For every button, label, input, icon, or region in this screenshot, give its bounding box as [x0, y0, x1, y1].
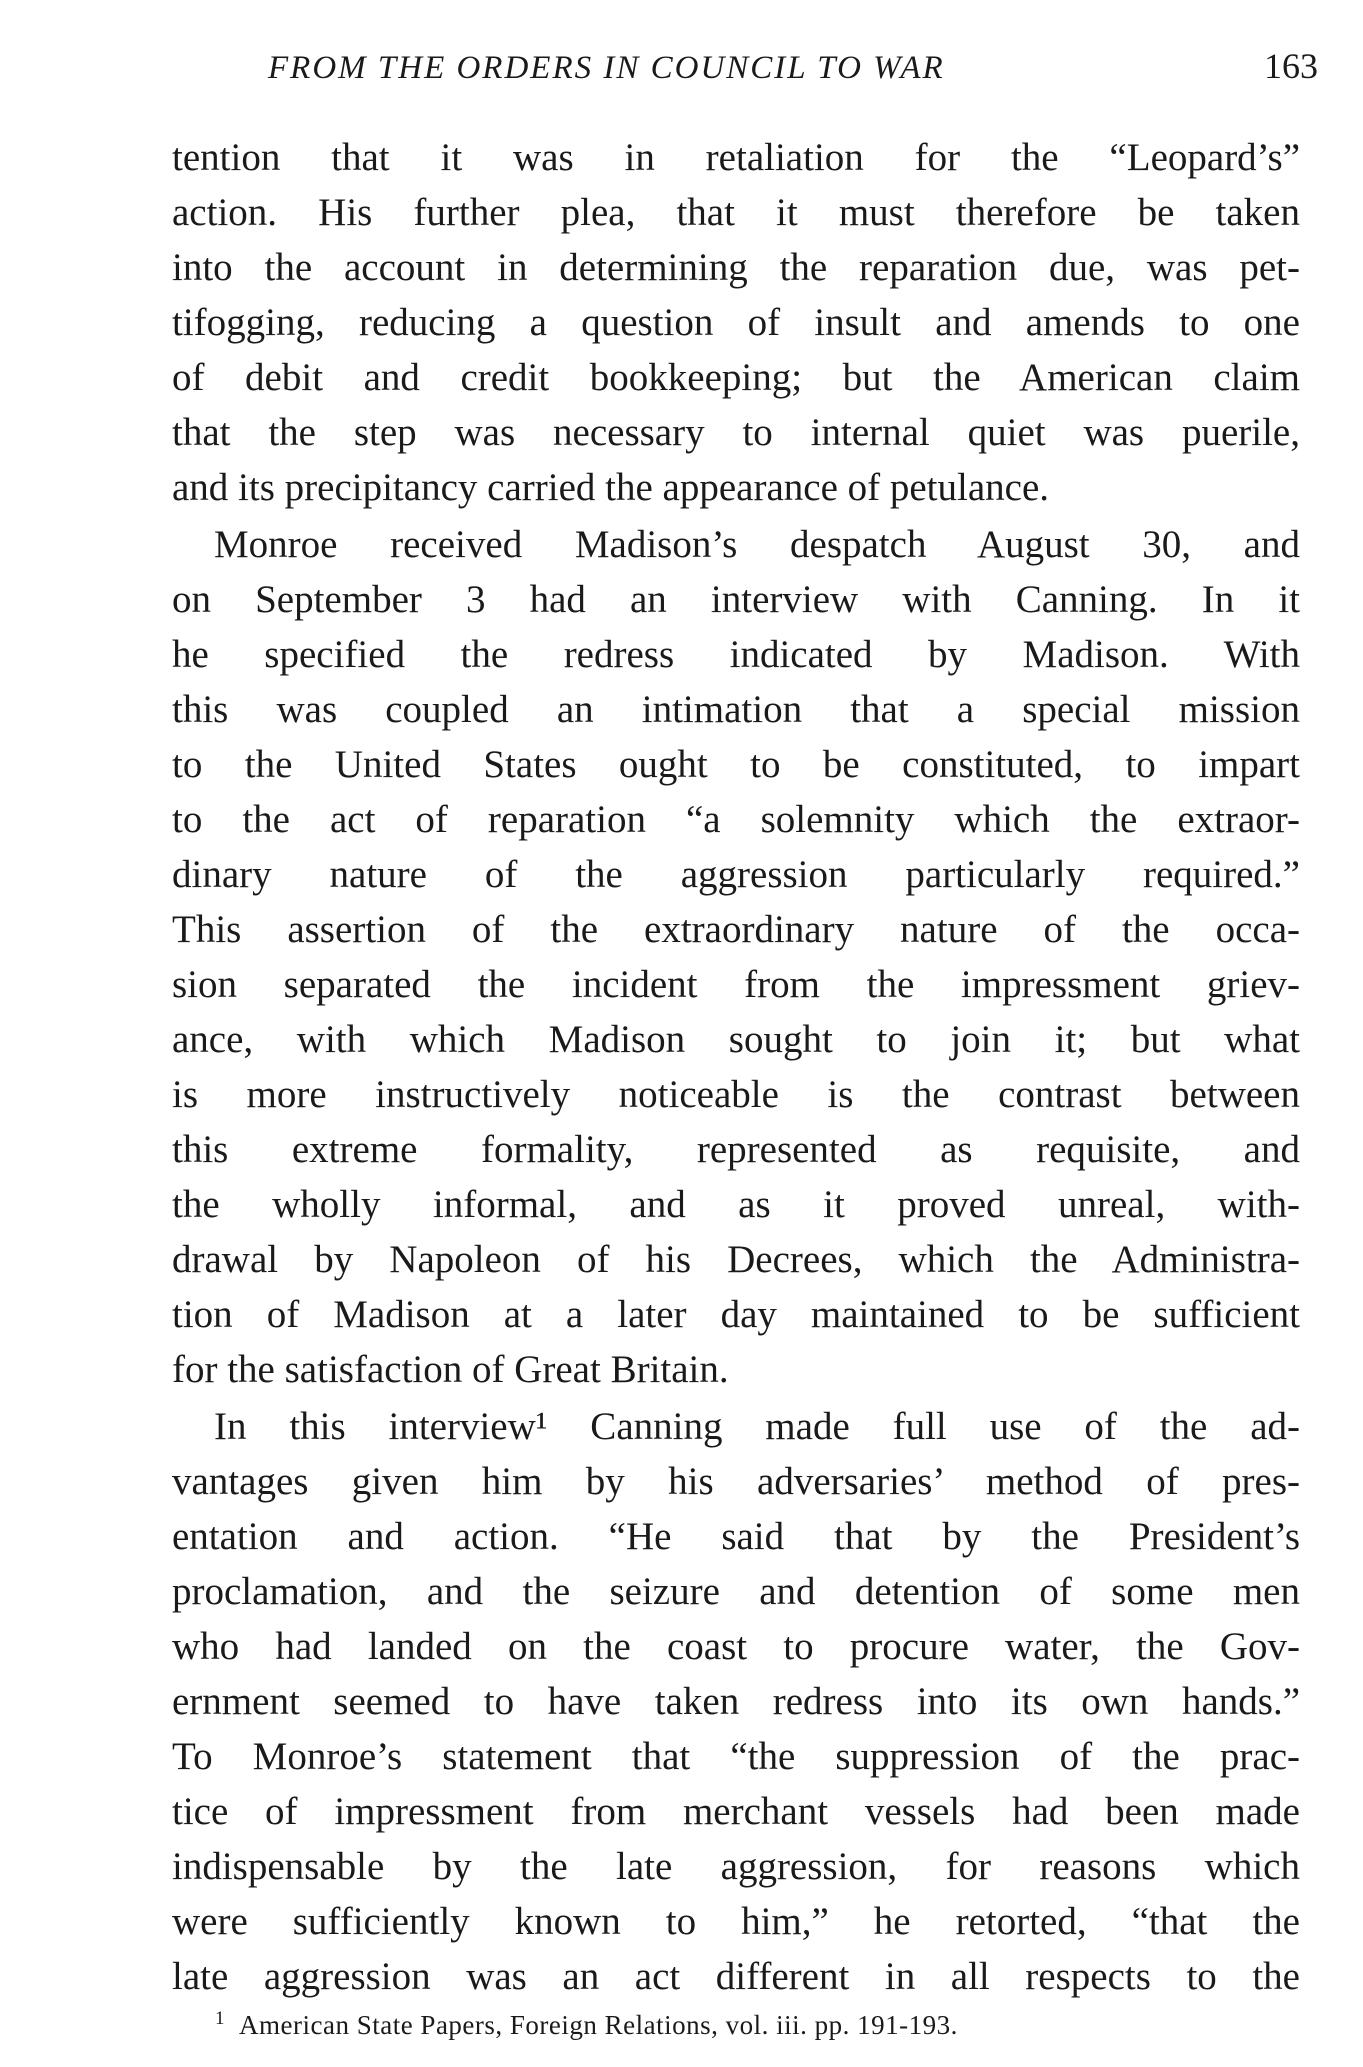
text-line: late aggression was an act different in all respects to the: [172, 1955, 1300, 1998]
text-line: entation and action. “He said that by the President’s: [172, 1515, 1300, 1558]
text-line: for the satisfaction of Great Britain.: [172, 1348, 729, 1391]
text-line: dinary nature of the aggression particularly required.”: [172, 853, 1300, 896]
footnote: [215, 2008, 1215, 2042]
text-line: he specified the redress indicated by Madison. With: [172, 633, 1300, 676]
text-line: tice of impressment from merchant vessels had been made: [172, 1790, 1300, 1833]
text-line: into the account in determining the reparation due, was pet-: [172, 246, 1300, 289]
paragraph: [172, 517, 1300, 1397]
text-line: of debit and credit bookkeeping; but the American claim: [172, 356, 1300, 399]
text-line: ernment seemed to have taken redress into its own hands.”: [172, 1680, 1300, 1723]
text-line: In this interview¹ Canning made full use of the ad-: [214, 1405, 1300, 1448]
text-line: tention that it was in retaliation for the “Leopard’s”: [172, 136, 1300, 179]
text-line: this extreme formality, represented as requisite, and: [172, 1128, 1300, 1171]
paragraph: [172, 130, 1300, 515]
text-line: tion of Madison at a later day maintained to be sufficient: [172, 1293, 1300, 1336]
text-line: To Monroe’s statement that “the suppression of the prac-: [172, 1735, 1300, 1778]
text-line: ance, with which Madison sought to join it; but what: [172, 1018, 1300, 1061]
body-text: [172, 130, 1300, 2006]
page-number: 163: [1264, 46, 1318, 86]
text-line: This assertion of the extraordinary nature of the occa-: [172, 908, 1300, 951]
text-line: who had landed on the coast to procure water, the Gov-: [172, 1625, 1300, 1668]
text-line: this was coupled an intimation that a special mission: [172, 688, 1300, 731]
text-line: proclamation, and the seizure and detention of some men: [172, 1570, 1300, 1613]
paragraph: [172, 1399, 1300, 2004]
text-line: that the step was necessary to internal quiet was puerile,: [172, 411, 1300, 454]
text-line: on September 3 had an interview with Canning. In it: [172, 578, 1300, 621]
text-line: Monroe received Madison’s despatch August 30, and: [214, 523, 1300, 566]
text-line: indispensable by the late aggression, for reasons which: [172, 1845, 1300, 1888]
text-line: action. His further plea, that it must therefore be taken: [172, 191, 1300, 234]
text-line: vantages given him by his adversaries’ method of pres-: [172, 1460, 1300, 1503]
footnote-marker: 1: [215, 2008, 225, 2029]
text-line: tifogging, reducing a question of insult and amends to one: [172, 301, 1300, 344]
text-line: to the United States ought to be constituted, to impart: [172, 743, 1300, 786]
text-line: is more instructively noticeable is the contrast between: [172, 1073, 1300, 1116]
running-title: FROM THE ORDERS IN COUNCIL TO WAR: [268, 50, 945, 86]
text-line: to the act of reparation “a solemnity which the extraor-: [172, 798, 1300, 841]
text-line: and its precipitancy carried the appearance of petulance.: [172, 466, 1050, 509]
text-line: the wholly informal, and as it proved unreal, with-: [172, 1183, 1300, 1226]
text-line: sion separated the incident from the impressment griev-: [172, 963, 1300, 1006]
text-line: drawal by Napoleon of his Decrees, which the Administra-: [172, 1238, 1300, 1281]
page-header: [268, 44, 1318, 100]
footnote-text: American State Papers, Foreign Relations, vol. iii. pp. 191-193.: [239, 2010, 958, 2040]
text-line: were sufficiently known to him,” he retorted, “that the: [172, 1900, 1300, 1943]
